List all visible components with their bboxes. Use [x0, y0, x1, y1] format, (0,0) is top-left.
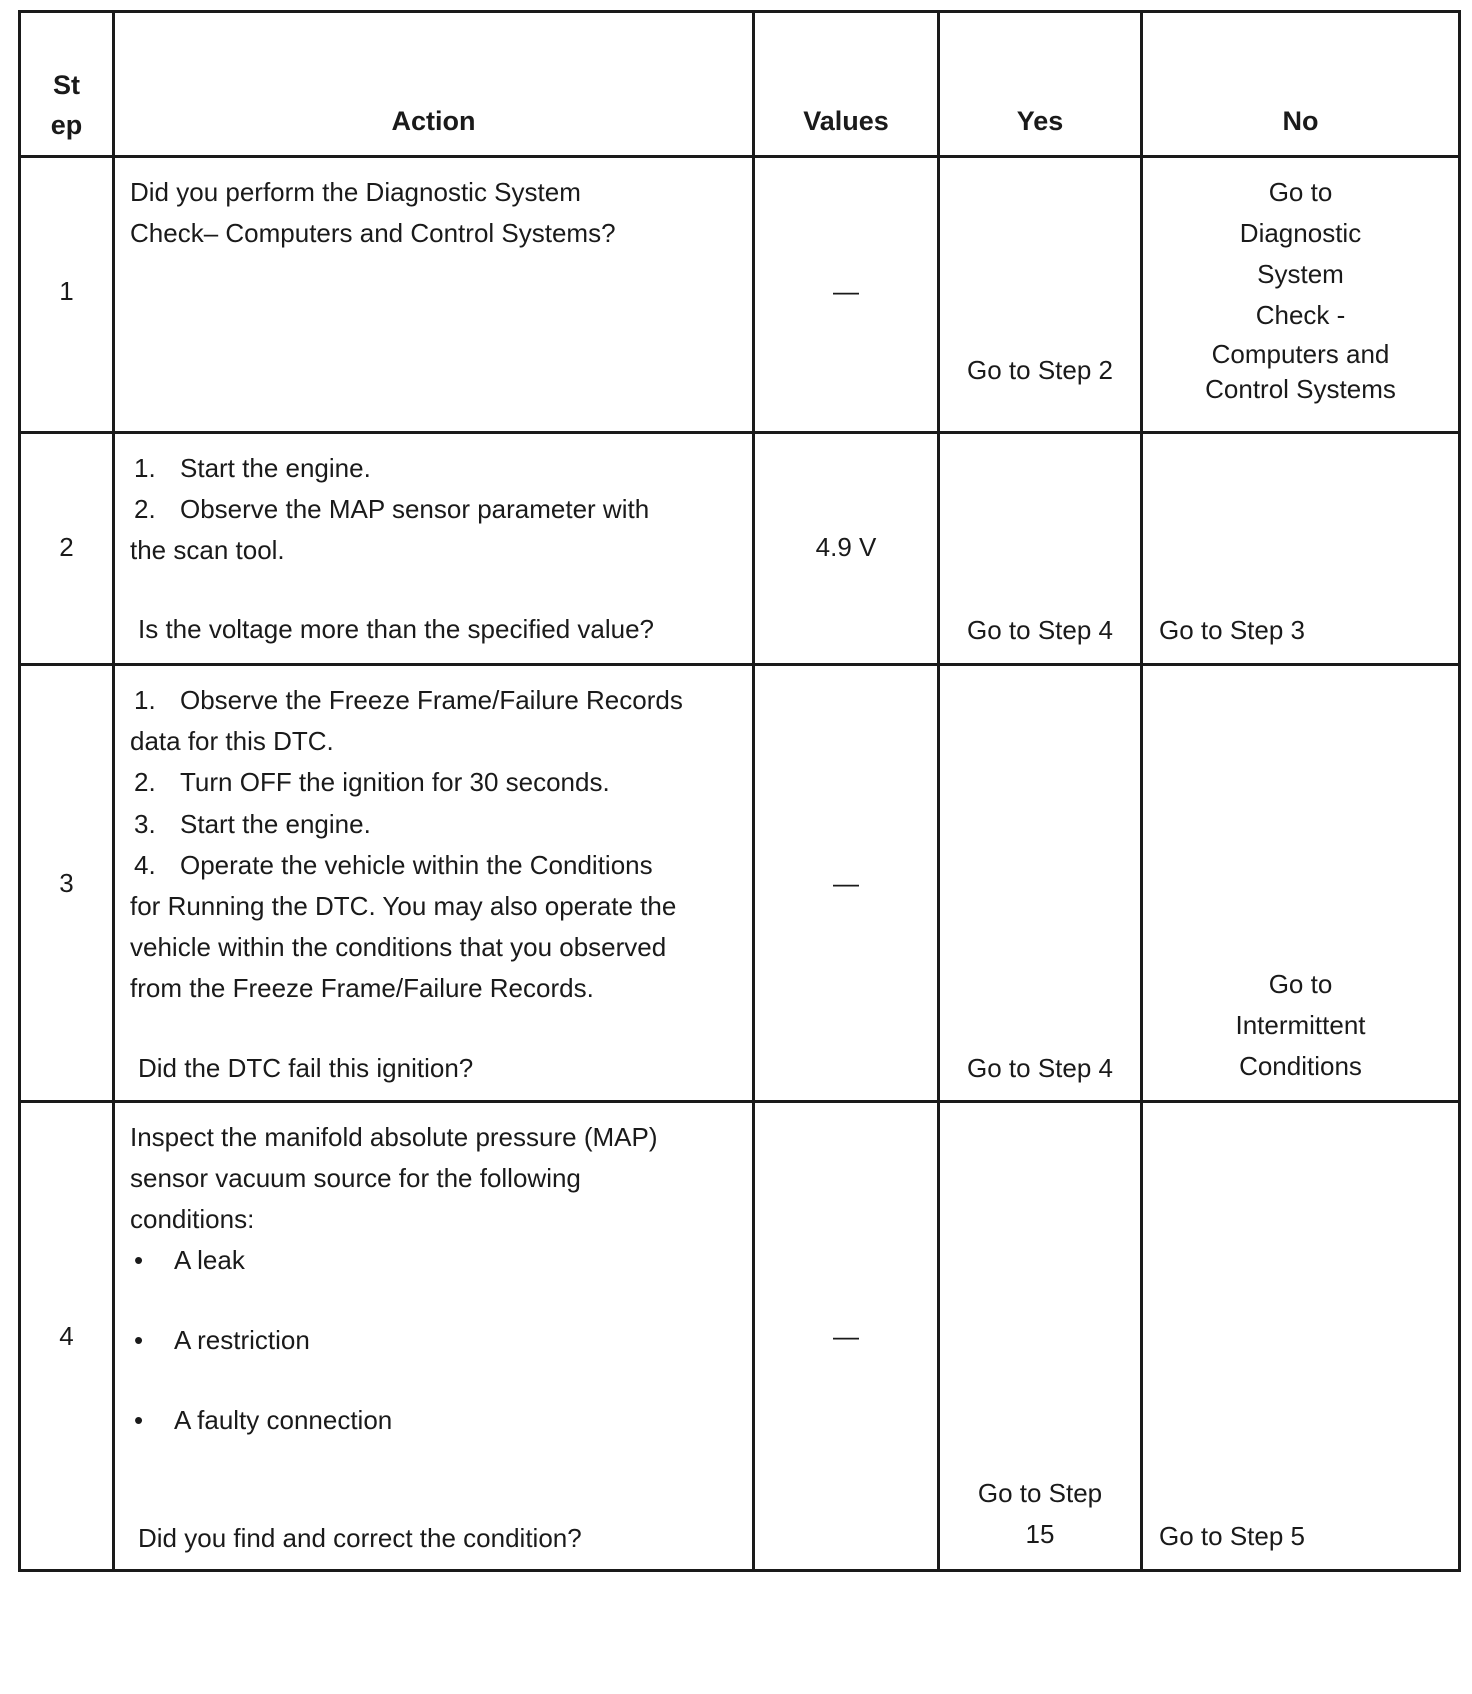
action-text: Operate the vehicle within the Conditions: [180, 849, 653, 880]
action-text: Did you perform the Diagnostic System: [130, 177, 581, 207]
bullet-icon: •: [134, 1325, 144, 1355]
no-text: Go to: [1268, 969, 1333, 999]
no-text: Conditions: [1239, 1051, 1362, 1081]
action-text: A faulty connection: [174, 1405, 393, 1435]
yes-text: Go to Step 4: [967, 1053, 1113, 1083]
question-text: Did you find and correct the condition?: [138, 1523, 582, 1553]
value-cell: [754, 665, 939, 1102]
action-cell: [114, 157, 754, 433]
action-text: Observe the MAP sensor parameter with: [180, 494, 650, 524]
action-text: the scan tool.: [130, 535, 285, 565]
item-number: 2.: [134, 767, 156, 798]
header-values: [754, 12, 939, 157]
action-text: Observe the Freeze Frame/Failure Records: [180, 685, 683, 715]
no-cell: [1142, 665, 1460, 1102]
value-cell: [754, 157, 939, 433]
bullet-icon: •: [134, 1405, 144, 1435]
action-text: A restriction: [174, 1325, 310, 1355]
action-text: data for this DTC.: [130, 726, 334, 757]
header-step-line2: ep: [50, 110, 83, 140]
no-text: Computers and: [1211, 339, 1390, 369]
header-action-label: Action: [391, 106, 476, 136]
action-text: conditions:: [130, 1204, 255, 1234]
value-text: —: [833, 868, 859, 898]
no-cell: [1142, 1102, 1460, 1571]
no-text: System: [1257, 259, 1344, 289]
action-text: Turn OFF the ignition for 30 seconds.: [180, 767, 610, 798]
item-number: 3.: [134, 808, 156, 839]
step-number: 3: [59, 868, 74, 898]
step-number: 1: [59, 276, 74, 306]
table-row: [20, 665, 1460, 1102]
header-values-label: Values: [803, 106, 889, 136]
question-text: Did the DTC fail this ignition?: [138, 1052, 474, 1083]
item-number: 1.: [134, 685, 156, 715]
action-text: Inspect the manifold absolute pressure (MAP): [130, 1122, 658, 1152]
item-number: 2.: [134, 494, 156, 524]
yes-text: Go to Step 2: [967, 355, 1113, 385]
step-cell: [20, 433, 114, 665]
yes-cell: [939, 1102, 1142, 1571]
step-cell: [20, 1102, 114, 1571]
item-number: 1.: [134, 453, 156, 483]
step-cell: [20, 665, 114, 1102]
no-cell: [1142, 157, 1460, 433]
table-row: [20, 157, 1460, 433]
action-text: vehicle within the conditions that you observed: [130, 932, 667, 963]
action-text: Start the engine.: [180, 453, 371, 483]
no-text: Go to: [1268, 177, 1333, 207]
step-number: 4: [59, 1321, 74, 1351]
action-text: Check– Computers and Control Systems?: [130, 218, 616, 248]
action-text: for Running the DTC. You may also operate the: [130, 891, 677, 922]
no-text: Control Systems: [1205, 374, 1396, 404]
value-text: 4.9 V: [815, 532, 877, 562]
table-row: [20, 433, 1460, 665]
yes-text: Go to Step 4: [967, 615, 1113, 645]
no-text: Intermittent: [1235, 1010, 1366, 1040]
no-text: Check -: [1255, 300, 1346, 330]
action-text: Start the engine.: [180, 808, 371, 839]
header-no-label: No: [1282, 106, 1319, 136]
header-step: [20, 12, 114, 157]
step-number: 2: [59, 532, 74, 562]
no-text: Go to Step 3: [1159, 615, 1305, 645]
question-text: Is the voltage more than the specified value?: [138, 614, 654, 644]
yes-cell: [939, 433, 1142, 665]
action-text: from the Freeze Frame/Failure Records.: [130, 973, 594, 1004]
action-text: sensor vacuum source for the following: [130, 1163, 581, 1193]
action-cell: [114, 433, 754, 665]
value-cell: [754, 1102, 939, 1571]
header-yes-label: Yes: [1016, 106, 1064, 136]
value-text: —: [833, 1321, 859, 1351]
item-number: 4.: [134, 849, 156, 880]
yes-cell: [939, 665, 1142, 1102]
header-step-line1: St: [53, 70, 80, 100]
action-cell: [114, 1102, 754, 1571]
bullet-icon: •: [134, 1245, 144, 1275]
value-text: —: [833, 276, 859, 306]
header-no: [1142, 12, 1460, 157]
table-row: [20, 1102, 1460, 1571]
yes-text: Go to Step: [977, 1478, 1103, 1508]
yes-cell: [939, 157, 1142, 433]
no-text: Go to Step 5: [1159, 1521, 1305, 1551]
no-text: Diagnostic: [1239, 218, 1362, 248]
step-cell: [20, 157, 114, 433]
action-cell: [114, 665, 754, 1102]
yes-text: 15: [1025, 1519, 1055, 1549]
header-yes: [939, 12, 1142, 157]
diagnostic-table: [18, 10, 1461, 1572]
no-cell: [1142, 433, 1460, 665]
action-text: A leak: [174, 1245, 245, 1275]
header-row: [20, 12, 1460, 157]
value-cell: [754, 433, 939, 665]
header-action: [114, 12, 754, 157]
